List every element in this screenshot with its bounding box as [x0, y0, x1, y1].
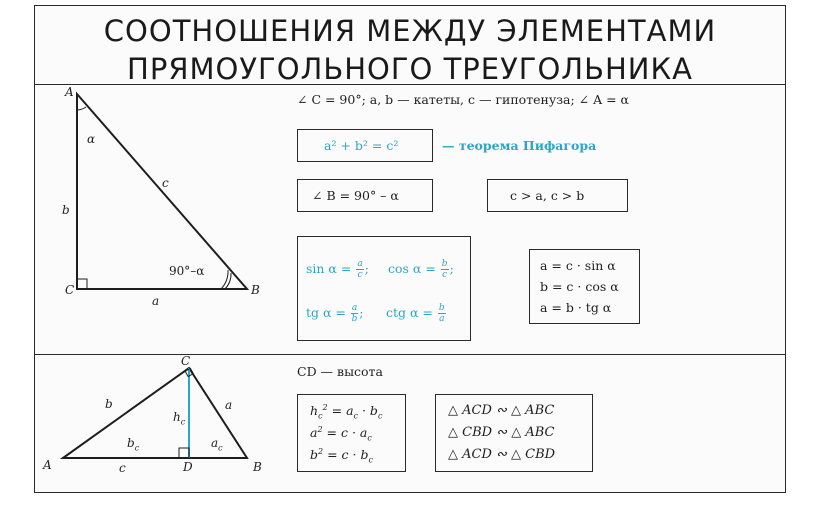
seg-a-sub: c [218, 443, 223, 453]
prop0-lhs: h [310, 403, 319, 419]
height-caption: CD — высота [297, 364, 383, 379]
bottom-vertex-c: C [181, 354, 191, 368]
prop0-rhs2-sub: c [377, 411, 383, 421]
similarities-box [435, 394, 593, 472]
tg-sep: ; [359, 305, 364, 320]
proportion-a [310, 425, 372, 443]
bottom-seg-a-label [211, 436, 223, 452]
cos-fraction [441, 259, 449, 280]
tg-fraction [351, 303, 358, 324]
prop1-rhs: = c · a [326, 425, 368, 441]
sin-name: sin α = [306, 261, 352, 276]
sin-numerator: a [357, 259, 363, 269]
right-angle-mark [77, 279, 87, 289]
similarity-3: △ ACD ∾ △ CBD [448, 447, 556, 462]
similarity-1: △ ACD ∾ △ ABC [448, 403, 555, 418]
ctg-definition [386, 303, 447, 324]
prop2-rhs-sub: c [368, 455, 373, 465]
poster [34, 5, 786, 493]
cos-definition [388, 259, 454, 280]
proportion-height [310, 403, 382, 421]
top-vertex-b: B [251, 283, 260, 297]
pythagoras-formula: a² + b² = c² [324, 138, 399, 153]
side-relations-box [529, 249, 640, 324]
bottom-side-c: c [119, 461, 126, 475]
prop0-lhs-sub: c [318, 411, 323, 421]
ctg-name: ctg α = [386, 305, 433, 320]
proportions-box [297, 394, 406, 472]
relation-tg: a = b · tg α [540, 300, 612, 315]
bottom-side-a: a [225, 398, 233, 412]
top-triangle-shape [77, 94, 247, 289]
angle-b-formula: ∠ B = 90° – α [312, 188, 399, 203]
bottom-vertex-d: D [183, 460, 193, 474]
pythagoras-label: — теорема Пифагора [442, 138, 597, 153]
height-right-angle-mark [179, 448, 189, 458]
tg-denominator: b [351, 314, 358, 324]
alpha-arc [77, 107, 86, 110]
tg-numerator: a [351, 303, 358, 313]
similarity-2: △ CBD ∾ △ ABC [448, 425, 555, 440]
top-side-c: c [162, 176, 169, 190]
top-vertex-c: C [65, 283, 75, 297]
bottom-seg-b-label [127, 436, 139, 452]
proportion-b [310, 447, 373, 465]
ctg-numerator: b [438, 303, 445, 313]
height-sub: c [180, 417, 186, 427]
bottom-side-b: b [105, 397, 113, 411]
sin-sep: ; [364, 261, 369, 276]
tg-name: tg α = [306, 305, 346, 320]
prop0-rhs2: · b [358, 403, 378, 419]
prop2-lhs: b [310, 447, 319, 463]
prop1-lhs: a [310, 425, 318, 441]
inequality-formula: c > a, c > b [510, 188, 585, 203]
tg-definition [306, 303, 363, 324]
prop2-lhs-sup: 2 [318, 447, 324, 456]
height-letter: h [173, 410, 181, 424]
title-line-1: СООТНОШЕНИЯ МЕЖДУ ЭЛЕМЕНТАМИ [103, 14, 717, 48]
pythagoras-box [297, 129, 433, 162]
prop1-lhs-sup: 2 [317, 425, 323, 434]
seg-b-sub: c [134, 443, 140, 453]
bottom-vertex-a: A [43, 458, 52, 472]
sin-fraction [356, 259, 363, 280]
prop0-lhs-sup: 2 [322, 403, 328, 412]
seg-a-letter: a [211, 436, 219, 450]
cos-name: cos α = [388, 261, 436, 276]
trig-box [297, 236, 471, 341]
sin-definition [306, 259, 369, 280]
ctg-denominator: a [439, 314, 445, 324]
ctg-fraction [438, 303, 446, 324]
top-vertex-a: A [65, 85, 74, 99]
top-angle-alpha: α [87, 132, 96, 146]
top-side-a: a [152, 294, 160, 308]
relation-cos: b = c · cos α [540, 279, 619, 294]
cos-sep: ; [449, 261, 454, 276]
cos-denominator: c [442, 270, 448, 280]
bottom-vertex-b: B [253, 460, 262, 474]
prop1-rhs-sub: c [367, 433, 372, 443]
top-side-b: b [62, 203, 70, 217]
bottom-height-label [173, 410, 185, 426]
given-line: ∠ C = 90°; a, b — катеты, c — гипотенуза; ∠ A = α [297, 92, 629, 107]
inequality-box [487, 179, 628, 212]
prop0-rhs: = a [331, 403, 354, 419]
angle-b-box [297, 179, 433, 212]
cos-numerator: b [441, 259, 448, 269]
top-angle-b-label: 90°–α [169, 264, 205, 278]
sin-denominator: c [357, 270, 363, 280]
seg-b-letter: b [127, 436, 135, 450]
prop0-rhs-sub: c [353, 411, 359, 421]
relation-sin: a = c · sin α [540, 258, 616, 273]
title-line-2: ПРЯМОУГОЛЬНОГО ТРЕУГОЛЬНИКА [127, 52, 693, 86]
prop2-rhs: = c · b [327, 447, 369, 463]
